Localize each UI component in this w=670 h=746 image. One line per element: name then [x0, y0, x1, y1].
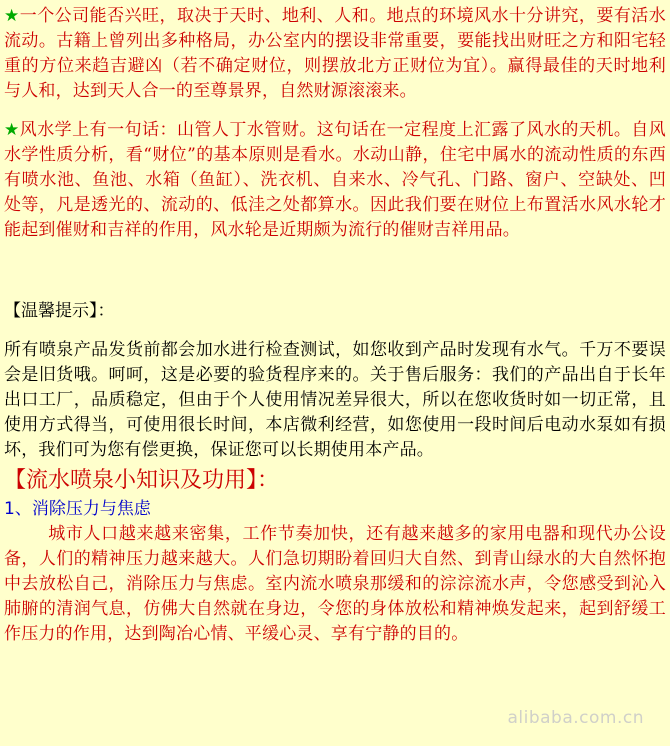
spacer: [4, 104, 666, 118]
watermark-logo: alibaba.com.cn: [507, 708, 644, 728]
intro-paragraph-2-text: 风水学上有一句话：山管人丁水管财。这句话在一定程度上汇露了风水的天机。自风水学性质分析，看“财位”的基本原则是看水。水动山静，住宅中属水的流动性质的东西有喷水池、鱼池、水箱（鱼缸）、洗衣机、自来水、冷气孔、门路、窗户、空缺处、凹处等，凡是透光的、流动的、低洼之处都算水。因此我们要在财位上布置活水风水轮才能起到催财和吉祥的作用，风水轮是近期颇为流行的催财吉祥用品。: [4, 120, 666, 240]
tip-body: 所有喷泉产品发货前都会加水进行检查测试，如您收到产品时发现有水气。千万不要误会是旧货哦。呵呵，这是必要的验货程序来的。关于售后服务：我们的产品出自于长年出口工厂，品质稳定，但由于个人使用情况差异很大，所以在您收货时如一切正常，且使用方式得当，可使用很长时间，本店微利经营，如您使用一段时间后电动水泵如有损坏，我们可为您有偿更换，保证您可以长期使用本产品。: [4, 340, 666, 460]
intro-paragraph-1: [4, 4, 666, 104]
star-icon: ★: [4, 6, 20, 26]
knowledge-item-1-body: 城市人口越来越来密集，工作节奏加快，还有越来越多的家用电器和现代办公设备，人们的精神压力越来越大。人们急切期盼着回归大自然、到青山绿水的大自然怀抱中去放松自己，消除压力与焦虑。室内流水喷泉那缓和的淙淙流水声，令您感受到沁入肺腑的清润气息，仿佛大自然就在身边，令您的身体放松和精神焕发起来，起到舒缓工作压力的作用，达到陶冶心情、平缓心灵、享有宁静的目的。: [4, 524, 666, 644]
intro-paragraph-2: [4, 118, 666, 243]
knowledge-section-title: 【流水喷泉小知识及功用】：: [4, 468, 280, 493]
star-icon: ★: [4, 120, 20, 140]
spacer: [4, 324, 666, 338]
tip-title: 【温馨提示】：: [4, 301, 115, 321]
spacer: [4, 243, 666, 299]
intro-paragraph-1-text: 一个公司能否兴旺，取决于天时、地利、人和。地点的环境风水十分讲究，要有活水流动。古籍上曾列出多种格局，办公室内的摆设非常重要，要能找出财旺之方和阳宅轻重的方位来趋吉避凶（若不确定财位，则摆放北方正财位为宜）。赢得最佳的天时地利与人和，达到天人合一的至尊景界，自然财源滚滚来。: [4, 6, 666, 101]
knowledge-item-1-title: 1、消除压力与焦虑: [4, 499, 151, 519]
